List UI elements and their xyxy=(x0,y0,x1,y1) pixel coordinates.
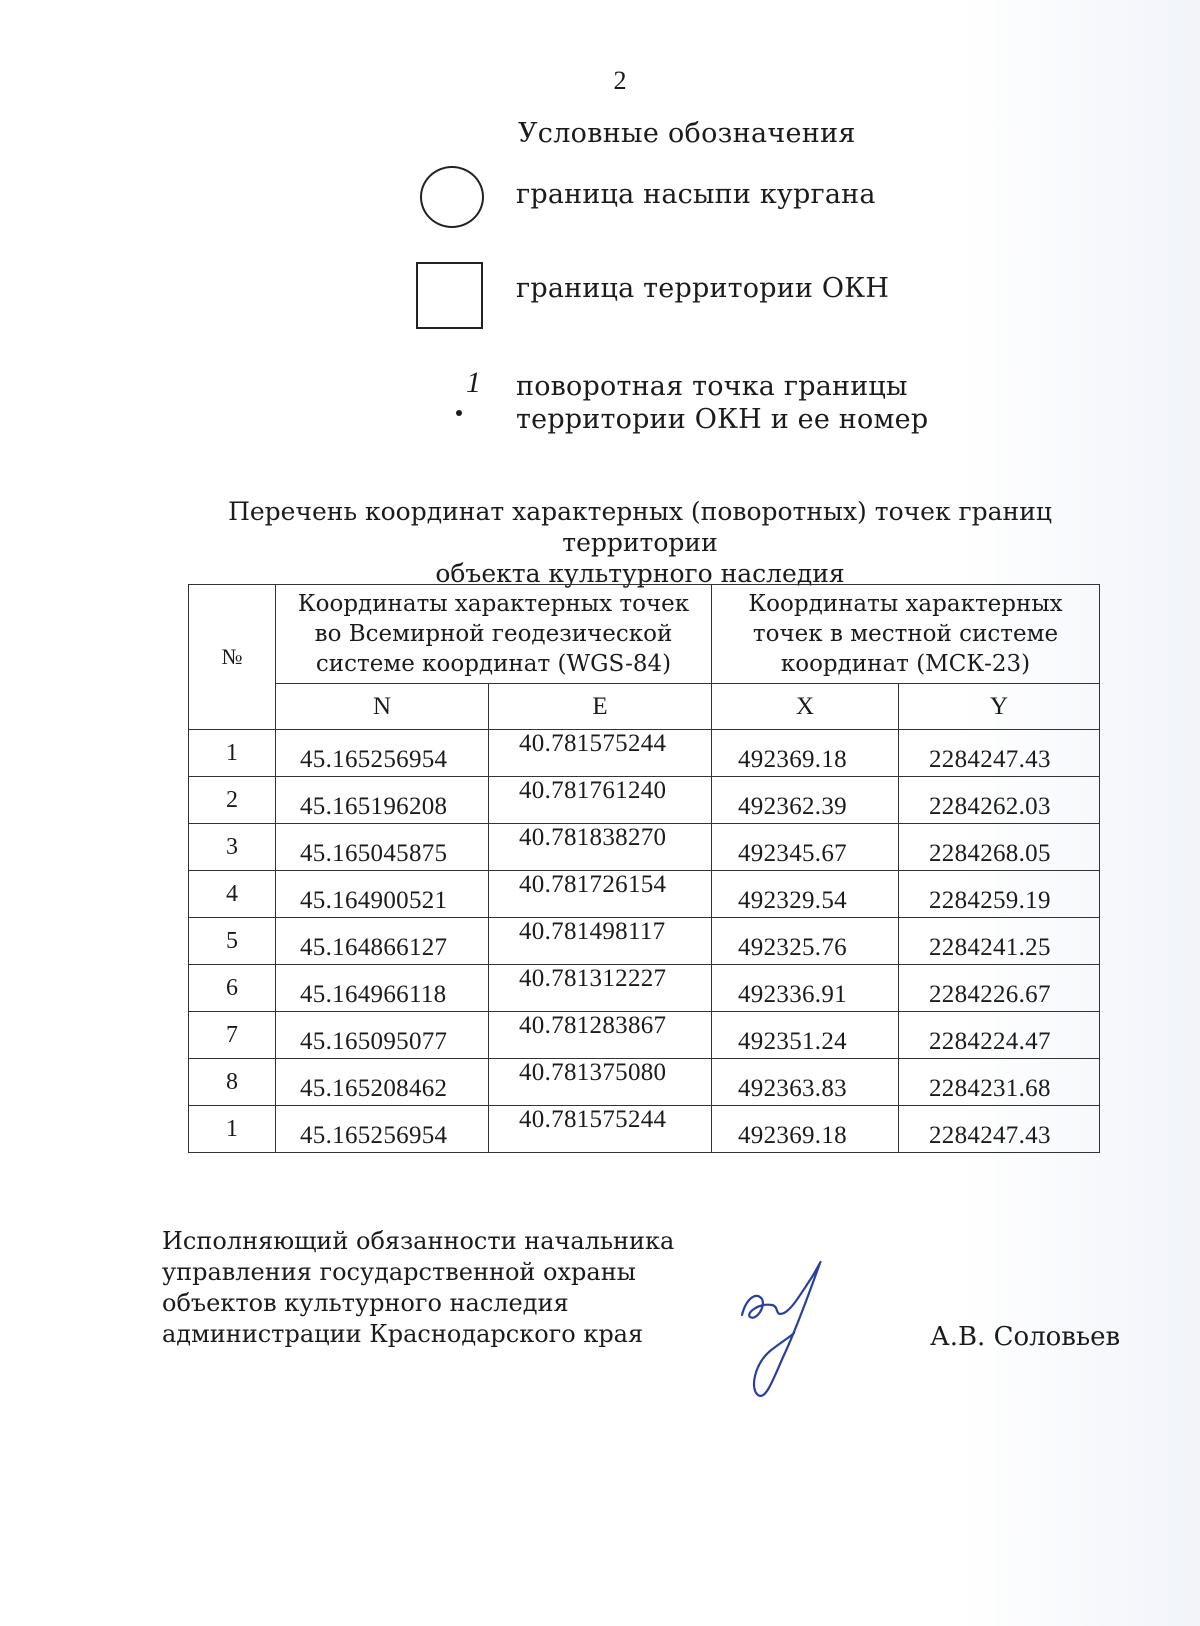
cell-x: 492369.18 xyxy=(712,730,899,777)
header-wgs84-line1: Координаты характерных точек xyxy=(297,591,690,617)
cell-x: 492351.24 xyxy=(712,1012,899,1059)
cell-y: 2284247.43 xyxy=(899,730,1100,777)
legend-label-mound: граница насыпи кургана xyxy=(516,179,876,210)
cell-e: 40.781375080 xyxy=(489,1059,712,1106)
point-icon xyxy=(450,366,490,430)
caption-line1: Перечень координат характерных (поворотных) точек границ территории xyxy=(228,497,1052,557)
legend-title: Условные обозначения xyxy=(518,118,856,149)
cell-index: 1 xyxy=(189,730,276,777)
cell-x: 492325.76 xyxy=(712,918,899,965)
coordinates-table xyxy=(188,584,1100,1153)
cell-x: 492329.54 xyxy=(712,871,899,918)
table-row xyxy=(189,730,1100,777)
cell-e: 40.781726154 xyxy=(489,871,712,918)
legend-item-territory xyxy=(410,262,970,332)
cell-n: 45.165256954 xyxy=(276,1106,489,1153)
header-msk23-line1: Координаты характерных xyxy=(748,591,1063,617)
table-row xyxy=(189,871,1100,918)
cell-e: 40.781761240 xyxy=(489,777,712,824)
cell-index: 7 xyxy=(189,1012,276,1059)
cell-n: 45.164966118 xyxy=(276,965,489,1012)
cell-n: 45.164866127 xyxy=(276,918,489,965)
cell-n: 45.165095077 xyxy=(276,1012,489,1059)
table-row xyxy=(189,824,1100,871)
legend-label-point-line1: поворотная точка границы xyxy=(516,371,908,402)
cell-e: 40.781575244 xyxy=(489,1106,712,1153)
cell-n: 45.164900521 xyxy=(276,871,489,918)
cell-x: 492362.39 xyxy=(712,777,899,824)
cell-y: 2284268.05 xyxy=(899,824,1100,871)
header-number: № xyxy=(189,585,276,730)
square-icon xyxy=(416,262,483,329)
handwritten-signature xyxy=(728,1255,858,1405)
header-wgs84 xyxy=(276,585,712,684)
position-line3: объектов культурного наследия xyxy=(162,1289,569,1317)
position-line2: управления государственной охраны xyxy=(162,1258,636,1286)
cell-e: 40.781312227 xyxy=(489,965,712,1012)
legend-item-mound xyxy=(410,160,970,230)
cell-y: 2284247.43 xyxy=(899,1106,1100,1153)
cell-e: 40.781838270 xyxy=(489,824,712,871)
position-line1: Исполняющий обязанности начальника xyxy=(162,1227,675,1255)
table-header-row-groups xyxy=(189,585,1100,684)
cell-e: 40.781283867 xyxy=(489,1012,712,1059)
table-row xyxy=(189,1059,1100,1106)
cell-x: 492345.67 xyxy=(712,824,899,871)
legend-label-point xyxy=(516,370,928,436)
cell-y: 2284262.03 xyxy=(899,777,1100,824)
cell-index: 5 xyxy=(189,918,276,965)
cell-n: 45.165208462 xyxy=(276,1059,489,1106)
legend-label-point-line2: территории ОКН и ее номер xyxy=(516,404,929,435)
cell-n: 45.165196208 xyxy=(276,777,489,824)
cell-y: 2284241.25 xyxy=(899,918,1100,965)
cell-index: 4 xyxy=(189,871,276,918)
header-wgs84-line3: системе координат (WGS-84) xyxy=(315,651,672,677)
header-col-n: N xyxy=(276,684,489,730)
point-dot xyxy=(456,410,462,416)
table-row xyxy=(189,1106,1100,1153)
table-row xyxy=(189,777,1100,824)
caption-line2: объекта культурного наследия xyxy=(435,559,845,588)
page-number: 2 xyxy=(613,66,627,95)
table-row xyxy=(189,1012,1100,1059)
header-wgs84-line2: во Всемирной геодезической xyxy=(314,621,673,647)
circle-icon xyxy=(420,166,484,228)
signatory-position xyxy=(162,1226,674,1350)
signatory-name: А.В. Соловьев xyxy=(930,1322,1121,1352)
header-col-x: X xyxy=(712,684,899,730)
cell-e: 40.781498117 xyxy=(489,918,712,965)
table-row xyxy=(189,918,1100,965)
legend-item-point xyxy=(410,366,970,460)
header-msk23-line2: точек в местной системе xyxy=(752,621,1059,647)
cell-x: 492363.83 xyxy=(712,1059,899,1106)
table-header-row-columns xyxy=(189,684,1100,730)
header-msk23-line3: координат (МСК-23) xyxy=(780,651,1031,677)
cell-index: 6 xyxy=(189,965,276,1012)
table-row xyxy=(189,965,1100,1012)
legend-label-territory: граница территории ОКН xyxy=(516,273,890,304)
header-col-y: Y xyxy=(899,684,1100,730)
cell-index: 8 xyxy=(189,1059,276,1106)
cell-x: 492336.91 xyxy=(712,965,899,1012)
cell-index: 1 xyxy=(189,1106,276,1153)
cell-n: 45.165256954 xyxy=(276,730,489,777)
header-msk23 xyxy=(712,585,1100,684)
cell-e: 40.781575244 xyxy=(489,730,712,777)
cell-index: 3 xyxy=(189,824,276,871)
header-col-e: E xyxy=(489,684,712,730)
cell-y: 2284231.68 xyxy=(899,1059,1100,1106)
cell-y: 2284259.19 xyxy=(899,871,1100,918)
cell-x: 492369.18 xyxy=(712,1106,899,1153)
point-number: 1 xyxy=(466,366,481,399)
cell-y: 2284226.67 xyxy=(899,965,1100,1012)
cell-y: 2284224.47 xyxy=(899,1012,1100,1059)
cell-index: 2 xyxy=(189,777,276,824)
cell-n: 45.165045875 xyxy=(276,824,489,871)
position-line4: администрации Краснодарского края xyxy=(162,1320,644,1348)
table-caption xyxy=(150,496,1130,589)
